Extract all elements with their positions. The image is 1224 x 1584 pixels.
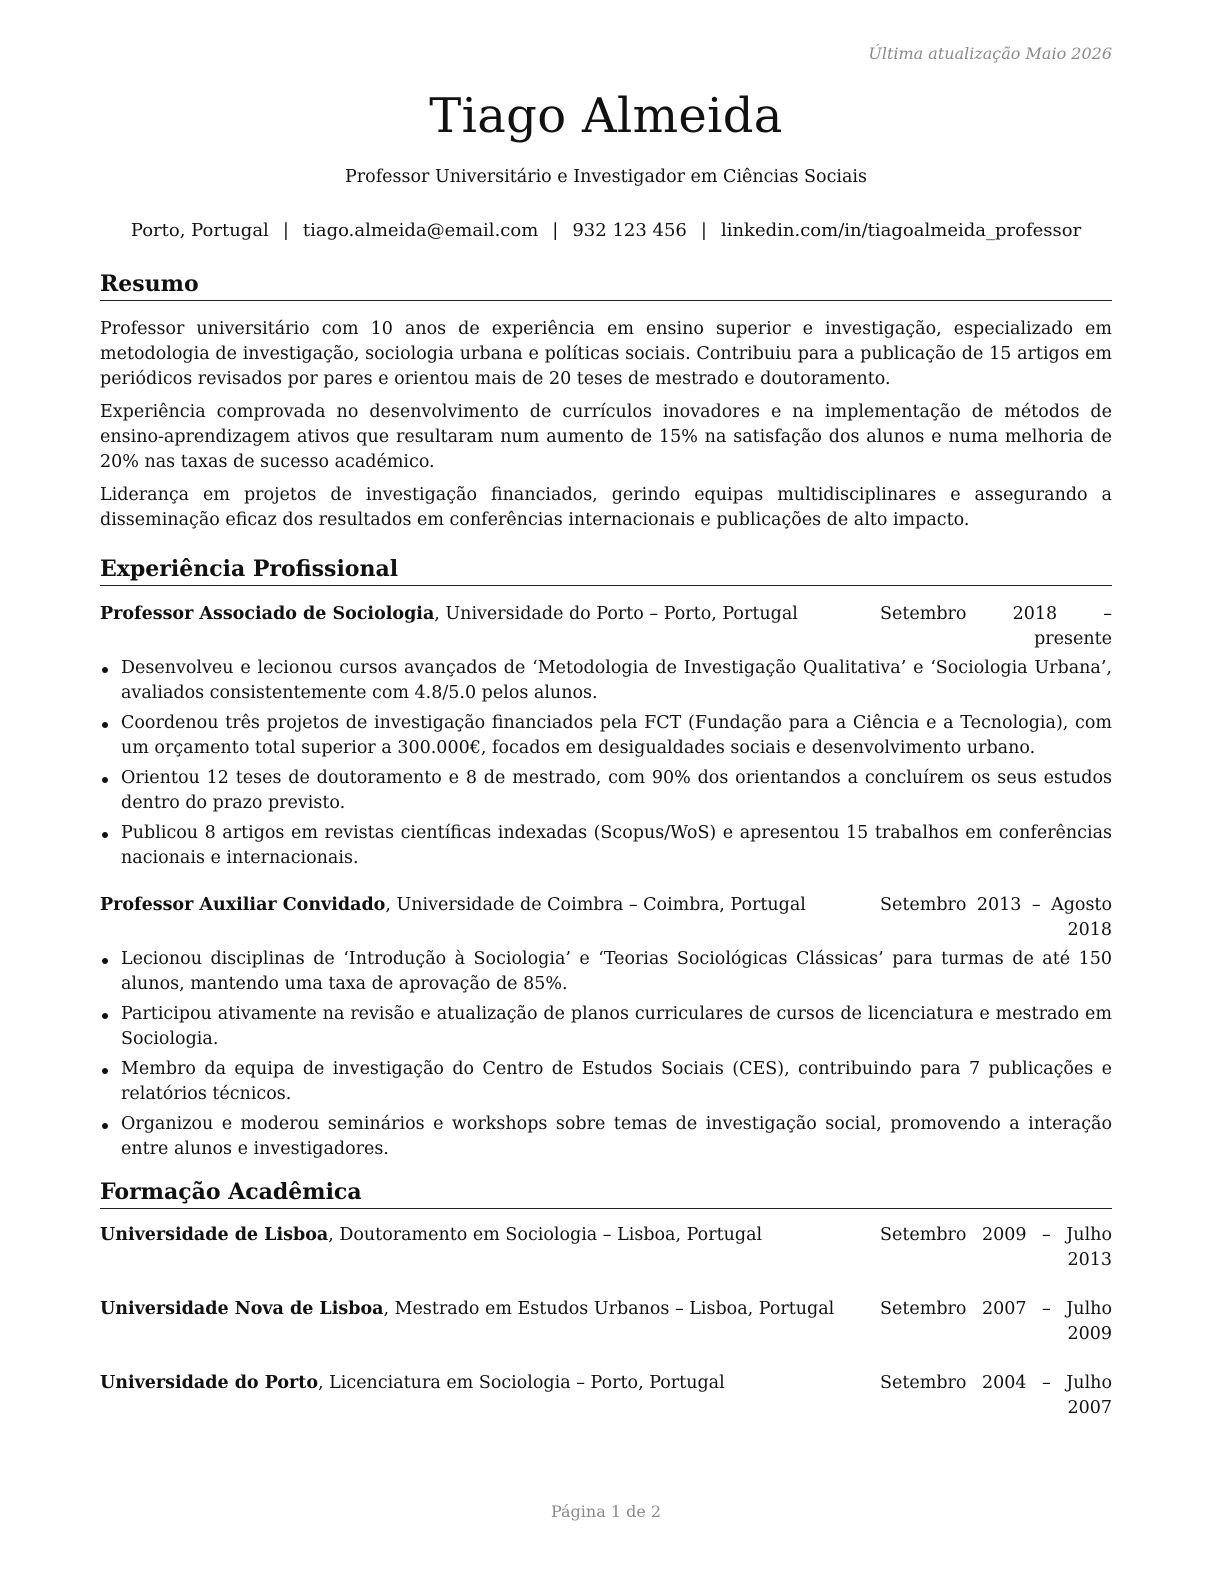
bullet-icon — [102, 832, 108, 838]
job-organization: , Universidade do Porto – Porto, Portugal — [434, 604, 798, 624]
bullet-text: Organizou e moderou seminários e workshops sobre temas de investigação social, promovendo a interação entre alunos e investigadores. — [121, 1114, 1112, 1159]
person-name: Tiago Almeida — [429, 88, 783, 144]
job-organization: , Universidade de Coimbra – Coimbra, Portugal — [385, 895, 806, 915]
job-role: Professor Associado de Sociologia — [100, 604, 435, 624]
page-number: Página 1 de 2 — [550, 1502, 662, 1521]
education-institution: Universidade de Lisboa — [100, 1225, 329, 1245]
bullet-text: Publicou 8 artigos em revistas científicas indexadas (Scopus/WoS) e apresentou 15 trabalhos em conferências nacionais e internacionais. — [121, 823, 1112, 868]
education-dates: Setembro 2009 – Julho 2013 — [880, 1225, 1112, 1270]
education-degree: , Licenciatura em Sociologia – Porto, Portugal — [318, 1373, 725, 1393]
job-dates: Setembro 2013 – Agosto 2018 — [880, 895, 1112, 940]
contact-phone: 932 123 456 — [572, 220, 687, 241]
bullet-text: Orientou 12 teses de doutoramento e 8 de mestrado, com 90% dos orientandos a concluírem os seus estudos dentro do prazo previsto. — [121, 768, 1112, 813]
education-degree: , Doutoramento em Sociologia – Lisboa, Portugal — [328, 1225, 763, 1245]
education-section — [100, 1178, 1112, 1421]
contact-location: Porto, Portugal — [130, 220, 269, 241]
education-entry — [100, 1297, 1112, 1347]
bullet-icon — [102, 722, 108, 728]
list-item — [100, 711, 1112, 761]
summary-paragraph: Experiência comprovada no desenvolvimento de currículos inovadores e na implementação de métodos de ensino-aprendizagem ativos que resultaram num aumento de 15% na satisfação dos alunos e numa melhoria de 20% nas taxas de sucesso académico. — [100, 402, 1112, 472]
education-institution: Universidade Nova de Lisboa — [100, 1299, 384, 1319]
education-list — [100, 1223, 1112, 1421]
summary-section — [100, 270, 1112, 533]
contact-separator: | — [700, 220, 707, 241]
bullet-text: Participou ativamente na revisão e atualização de planos curriculares de cursos de licenciatura e mestrado em Sociologia. — [121, 1004, 1112, 1049]
resume-content — [100, 270, 1112, 1421]
contact-separator: | — [282, 220, 289, 241]
resume-page — [100, 0, 1112, 1584]
section-title-experience: Experiência Profissional — [100, 555, 1112, 586]
education-dates: Setembro 2007 – Julho 2009 — [880, 1299, 1112, 1344]
job-role: Professor Auxiliar Convidado — [100, 895, 386, 915]
experience-section — [100, 555, 1112, 1162]
education-entry — [100, 1371, 1112, 1421]
section-title-summary: Resumo — [100, 270, 1112, 301]
education-institution: Universidade do Porto — [100, 1373, 319, 1393]
professional-title: Professor Universitário e Investigador em Ciências Sociais — [345, 167, 867, 187]
list-item — [100, 821, 1112, 871]
education-entry — [100, 1223, 1112, 1273]
bullet-text: Coordenou três projetos de investigação financiados pela FCT (Fundação para a Ciência e a Tecnologia), com um orçamento total superior a 300.000€, focados em desigualdades sociais e desenvolvimento urbano. — [121, 713, 1112, 758]
list-item — [100, 766, 1112, 816]
education-dates: Setembro 2004 – Julho 2007 — [880, 1373, 1112, 1418]
bullet-text: Desenvolveu e lecionou cursos avançados de ‘Metodologia de Investigação Qualitativa’ e ‘Sociologia Urbana’, avaliados consistentemente com 4.8/5.0 pelos alunos. — [121, 658, 1112, 703]
experience-entry-header — [100, 893, 1112, 943]
contact-line — [100, 220, 1112, 241]
bullet-icon — [102, 777, 108, 783]
bullet-text: Lecionou disciplinas de ‘Introdução à Sociologia’ e ‘Teorias Sociológicas Clássicas’ para turmas de até 150 alunos, mantendo uma taxa de aprovação de 85%. — [121, 949, 1112, 994]
list-item — [100, 1112, 1112, 1162]
bullet-text: Membro da equipa de investigação do Centro de Estudos Sociais (CES), contribuindo para 7 publicações e relatórios técnicos. — [121, 1059, 1112, 1104]
education-degree: , Mestrado em Estudos Urbanos – Lisboa, Portugal — [383, 1299, 835, 1319]
contact-email[interactable]: tiago.almeida@email.com — [302, 220, 539, 241]
experience-entry-header — [100, 602, 1112, 652]
summary-paragraph: Professor universitário com 10 anos de experiência em ensino superior e investigação, especializado em metodologia de investigação, sociologia urbana e políticas sociais. Contribuiu para a publicação de 15 artigos em periódicos revisados por pares e orientou mais de 20 teses de mestrado e doutoramento. — [100, 319, 1112, 389]
bullet-icon — [102, 1068, 108, 1074]
section-title-education: Formação Acadêmica — [100, 1178, 1112, 1209]
list-item — [100, 1057, 1112, 1107]
list-item — [100, 1002, 1112, 1052]
bullet-icon — [102, 958, 108, 964]
job-bullets — [100, 656, 1112, 871]
contact-linkedin[interactable]: linkedin.com/in/tiagoalmeida_professor — [720, 220, 1082, 241]
summary-paragraph: Liderança em projetos de investigação financiados, gerindo equipas multidisciplinares e assegurando a disseminação eficaz dos resultados em conferências internacionais e publicações de alto impacto. — [100, 485, 1112, 530]
experience-entry — [100, 602, 1112, 871]
list-item — [100, 656, 1112, 706]
contact-separator: | — [552, 220, 559, 241]
last-updated: Última atualização Maio 2026 — [868, 44, 1112, 63]
job-dates: Setembro 2018 – presente — [880, 604, 1112, 649]
experience-entry — [100, 893, 1112, 1162]
job-bullets — [100, 947, 1112, 1162]
bullet-icon — [102, 1013, 108, 1019]
summary-body — [100, 317, 1112, 533]
bullet-icon — [102, 667, 108, 673]
list-item — [100, 947, 1112, 997]
bullet-icon — [102, 1123, 108, 1129]
